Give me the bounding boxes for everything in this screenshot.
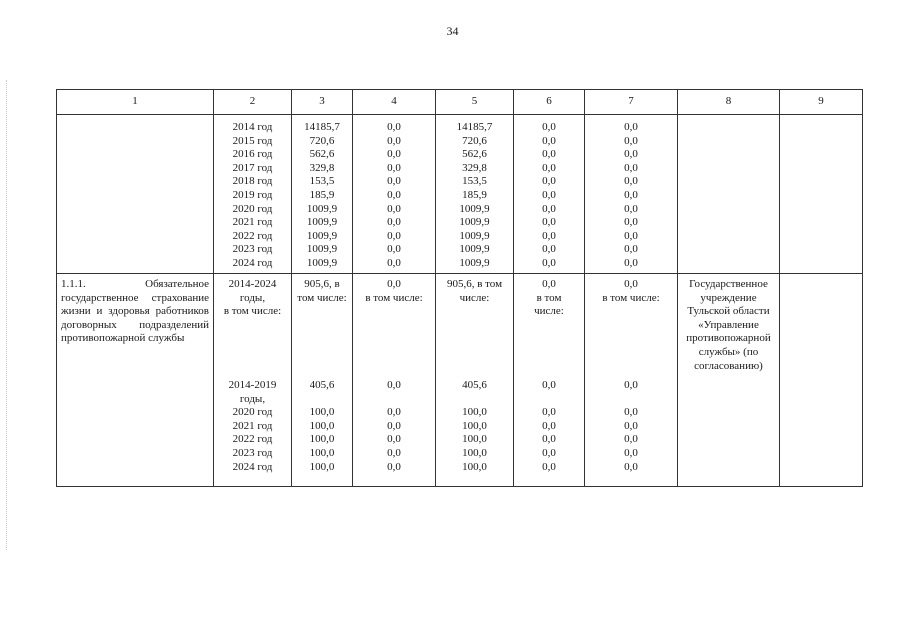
col7-cell xyxy=(585,115,678,274)
col3-cell xyxy=(292,274,353,487)
responsible-cell xyxy=(678,274,780,487)
cell-line: 2019 год xyxy=(232,188,273,201)
cell-line: 562,6 xyxy=(309,148,335,161)
cell-line: 0,0 xyxy=(624,243,638,256)
cell-line: 153,5 xyxy=(462,175,487,188)
cell-line: 329,8 xyxy=(462,161,487,174)
cell-line: годы, xyxy=(239,392,266,405)
cell-line: 405,6 xyxy=(462,379,487,391)
col6-header xyxy=(514,274,584,319)
cell-line: 2021 год xyxy=(232,216,273,229)
cell-line: 0,0 xyxy=(624,121,638,133)
description-cell xyxy=(57,274,214,487)
col7-values xyxy=(585,379,677,474)
cell-line xyxy=(353,393,435,407)
cell-line: 0,0 xyxy=(542,229,556,242)
cell-line: 1009,9 xyxy=(306,256,338,269)
header-cell-5: 5 xyxy=(436,90,514,115)
cell-line: 0,0 xyxy=(542,161,556,174)
col4-cell xyxy=(353,274,436,487)
header-cell-4: 4 xyxy=(353,90,436,115)
cell-line: 0,0 xyxy=(387,188,401,201)
cell-line: 0,0 xyxy=(542,202,556,215)
col7-values xyxy=(585,115,677,272)
cell-line xyxy=(514,393,584,407)
table-row xyxy=(57,274,863,487)
col3-values xyxy=(292,115,352,272)
col9-cell-empty xyxy=(780,115,863,274)
cell-line: 0,0 xyxy=(542,406,556,419)
cell-line: числе: xyxy=(459,291,490,304)
cell-line: 0,0 xyxy=(387,379,401,391)
cell-line: 2022 год xyxy=(232,433,273,446)
col7-cell xyxy=(585,274,678,487)
years-list xyxy=(214,379,291,474)
budget-table xyxy=(56,89,863,487)
responsible-organization: Государственное учреждение Тульской области «Управление противопожарной службы» (по согласованию) xyxy=(686,278,771,372)
cell-line: 0,0 xyxy=(542,256,556,269)
cell-line: 2014-2019 xyxy=(228,379,277,391)
col5-header xyxy=(436,274,513,305)
cell-line: том числе: xyxy=(297,291,347,304)
cell-line: 0,0 xyxy=(624,188,638,201)
cell-line: 0,0 xyxy=(387,161,401,174)
header-cell-3: 3 xyxy=(292,90,353,115)
cell-line: 0,0 xyxy=(624,379,638,391)
cell-line: 0,0 xyxy=(624,406,638,419)
cell-line: 0,0 xyxy=(624,134,638,147)
cell-line: 0,0 xyxy=(624,419,638,432)
cell-line: 1009,9 xyxy=(459,229,490,242)
cell-line: 2020 год xyxy=(232,202,273,215)
cell-line: 100,0 xyxy=(462,460,487,473)
header-cell-8: 8 xyxy=(678,90,780,115)
cell-line: 100,0 xyxy=(462,419,487,432)
cell-line: 0,0 xyxy=(387,406,401,419)
cell-line: в том числе: xyxy=(223,305,282,318)
cell-line: 0,0 xyxy=(542,188,556,201)
years-list xyxy=(214,115,291,272)
cell-line: 0,0 xyxy=(387,134,401,147)
cell-line: 2017 год xyxy=(232,161,273,174)
cell-line: 0,0 xyxy=(624,216,638,229)
cell-line: 0,0 xyxy=(387,256,401,269)
col4-values xyxy=(353,379,435,474)
cell-line: 0,0 xyxy=(624,229,638,242)
col5-cell xyxy=(436,274,514,487)
header-cell-6: 6 xyxy=(514,90,585,115)
cell-line: 2015 год xyxy=(232,134,273,147)
cell-line: 0,0 xyxy=(542,243,556,256)
col5-values xyxy=(436,379,513,474)
col3-values xyxy=(292,379,352,474)
cell-line: 100,0 xyxy=(309,419,335,432)
cell-line: 100,0 xyxy=(462,433,487,446)
cell-line: 0,0 xyxy=(387,446,401,459)
cell-line xyxy=(292,393,352,407)
cell-line: 0,0 xyxy=(542,216,556,229)
cell-line: 0,0 xyxy=(542,148,556,161)
measure-description: 1.1.1. Обязательное государственное страхование жизни и здоровья работников договорных подразделений противопожарной службы xyxy=(61,278,209,345)
cell-line: 100,0 xyxy=(309,460,335,473)
col5-values xyxy=(436,115,513,272)
cell-line: 0,0 xyxy=(624,433,638,446)
cell-line: годы, xyxy=(239,291,266,304)
cell-line: 2021 год xyxy=(232,419,273,432)
header-cell-2: 2 xyxy=(214,90,292,115)
col4-cell xyxy=(353,115,436,274)
responsible-cell-empty xyxy=(678,115,780,274)
cell-line: 0,0 xyxy=(387,202,401,215)
header-cell-1: 1 xyxy=(57,90,214,115)
cell-line: в том xyxy=(536,291,562,304)
cell-line: 2014-2024 xyxy=(228,278,277,290)
cell-line: 905,6, в xyxy=(304,278,340,290)
cell-line: 100,0 xyxy=(309,446,335,459)
cell-line: 0,0 xyxy=(387,243,401,256)
cell-line: 0,0 xyxy=(542,379,556,391)
cell-line: 0,0 xyxy=(542,134,556,147)
cell-line: 0,0 xyxy=(542,419,556,432)
cell-line: 720,6 xyxy=(309,134,335,147)
header-cell-7: 7 xyxy=(585,90,678,115)
cell-line: 0,0 xyxy=(387,460,401,473)
cell-line: 2024 год xyxy=(232,460,273,473)
cell-line: 1009,9 xyxy=(459,216,490,229)
col6-cell xyxy=(514,115,585,274)
cell-line: 0,0 xyxy=(387,175,401,188)
col6-values xyxy=(514,379,584,474)
col9-cell-empty xyxy=(780,274,863,487)
cell-line: 0,0 xyxy=(387,216,401,229)
cell-line: 2018 год xyxy=(232,175,273,188)
cell-line: 185,9 xyxy=(462,188,487,201)
cell-line: 0,0 xyxy=(387,278,401,290)
cell-line: 185,9 xyxy=(309,188,335,201)
cell-line: 1009,9 xyxy=(306,216,338,229)
description-cell-empty xyxy=(57,115,214,274)
col4-header xyxy=(353,274,435,305)
header-cell-9: 9 xyxy=(780,90,863,115)
cell-line: 2023 год xyxy=(232,243,273,256)
cell-line: 2016 год xyxy=(232,148,273,161)
cell-line: в том числе: xyxy=(365,291,423,304)
scan-margin-marks xyxy=(6,80,8,550)
cell-line: 100,0 xyxy=(462,406,487,419)
years-cell xyxy=(214,115,292,274)
cell-line: числе: xyxy=(534,305,564,318)
cell-line: 14185,7 xyxy=(456,121,493,133)
cell-line: 14185,7 xyxy=(304,121,340,133)
cell-line: 0,0 xyxy=(624,175,638,188)
col3-header xyxy=(292,274,352,305)
cell-line: 0,0 xyxy=(542,460,556,473)
cell-line: 0,0 xyxy=(387,433,401,446)
cell-line: 0,0 xyxy=(387,229,401,242)
cell-line: 905,6, в том xyxy=(446,278,503,290)
cell-line: 1009,9 xyxy=(306,202,338,215)
cell-line: 0,0 xyxy=(624,256,638,269)
cell-line: 2024 год xyxy=(232,256,273,269)
cell-line: 0,0 xyxy=(624,161,638,174)
cell-line: 0,0 xyxy=(387,121,401,133)
cell-line: 153,5 xyxy=(309,175,335,188)
page-number: 34 xyxy=(446,24,459,38)
table-row xyxy=(57,115,863,274)
header-row xyxy=(57,90,863,115)
cell-line xyxy=(436,393,513,407)
cell-line: 720,6 xyxy=(462,134,487,147)
cell-line: 0,0 xyxy=(387,148,401,161)
cell-line: 0,0 xyxy=(624,460,638,473)
col6-cell xyxy=(514,274,585,487)
cell-line: 562,6 xyxy=(462,148,487,161)
cell-line xyxy=(585,393,677,407)
cell-line: 405,6 xyxy=(309,379,335,391)
cell-line: 0,0 xyxy=(542,433,556,446)
col5-cell xyxy=(436,115,514,274)
cell-line: 0,0 xyxy=(624,148,638,161)
cell-line: 100,0 xyxy=(309,406,335,419)
cell-line: 0,0 xyxy=(542,446,556,459)
cell-line: 1009,9 xyxy=(306,229,338,242)
cell-line: 329,8 xyxy=(309,161,335,174)
cell-line: 0,0 xyxy=(542,278,556,290)
cell-line: 2020 год xyxy=(232,406,273,419)
col3-cell xyxy=(292,115,353,274)
cell-line: 0,0 xyxy=(387,419,401,432)
cell-line: 0,0 xyxy=(624,446,638,459)
period-header xyxy=(214,274,291,319)
col4-values xyxy=(353,115,435,272)
cell-line: 0,0 xyxy=(542,175,556,188)
cell-line: 100,0 xyxy=(462,446,487,459)
cell-line: 2022 год xyxy=(232,229,273,242)
cell-line: 1009,9 xyxy=(459,202,490,215)
cell-line: 2014 год xyxy=(232,121,273,133)
cell-line: 0,0 xyxy=(624,202,638,215)
cell-line: 2023 год xyxy=(232,446,273,459)
cell-line: в том числе: xyxy=(602,291,660,304)
cell-line: 100,0 xyxy=(309,433,335,446)
col7-header xyxy=(585,274,677,305)
col6-values xyxy=(514,115,584,272)
cell-line: 1009,9 xyxy=(459,256,490,269)
cell-line: 1009,9 xyxy=(306,243,338,256)
cell-line: 0,0 xyxy=(542,121,556,133)
years-cell xyxy=(214,274,292,487)
cell-line: 1009,9 xyxy=(459,243,490,256)
cell-line: 0,0 xyxy=(624,278,638,290)
